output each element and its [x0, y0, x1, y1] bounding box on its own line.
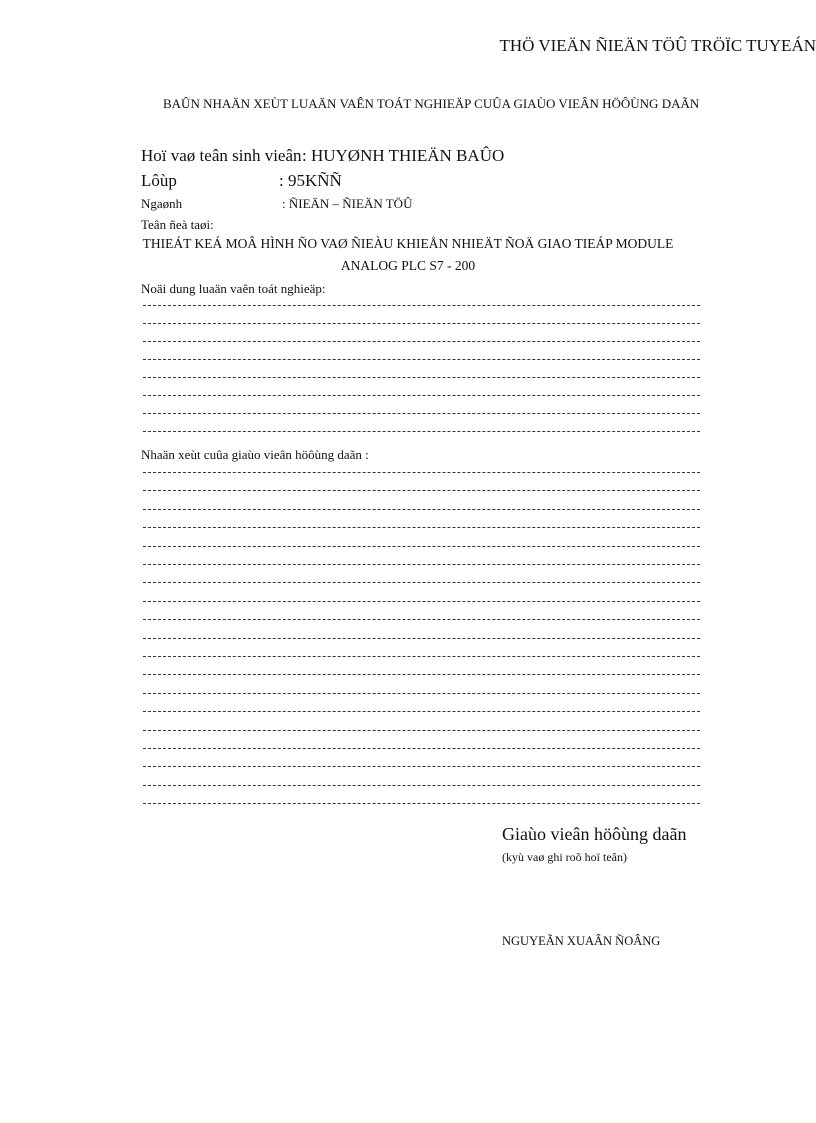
ruled-line: [143, 730, 700, 731]
content-section-label: Noäi dung luaän vaên toát nghieäp:: [141, 281, 326, 296]
ruled-line: [143, 377, 700, 378]
signature-name: NGUYEÃN XUAÂN ÑOÂNG: [502, 934, 661, 948]
ruled-line: [143, 748, 700, 749]
ruled-line: [143, 803, 700, 804]
ruled-line: [143, 656, 700, 657]
ruled-line: [143, 490, 700, 491]
signature-subtitle: (kyù vaø ghi roõ hoï teân): [502, 850, 627, 864]
ruled-line: [143, 582, 700, 583]
ruled-line: [143, 472, 700, 473]
ruled-line: [143, 711, 700, 712]
ruled-line: [143, 527, 700, 528]
topic-line-2: ANALOG PLC S7 - 200: [340, 258, 476, 273]
major-label: Ngaønh: [141, 196, 183, 211]
name-value: : HUYØNH THIEÄN BAÛO: [302, 146, 505, 165]
name-label: Hoï vaø teân sinh vieân: [141, 146, 302, 165]
ruled-line: [143, 766, 700, 767]
ruled-line: [143, 305, 700, 306]
ruled-line: [143, 693, 700, 694]
ruled-line: [143, 638, 700, 639]
ruled-line: [143, 323, 700, 324]
topic-line-1: THIEÁT KEÁ MOÂ HÌNH ÑO VAØ ÑIEÀU KHIEÅN NHIEÄT ÑOÄ GIAO TIEÁP MODULE: [142, 236, 674, 251]
ruled-line: [143, 359, 700, 360]
ruled-line: [143, 341, 700, 342]
library-header: THÖ VIEÄN ÑIEÄN TÖÛ TRÖÏC TUYEÁN: [499, 36, 816, 55]
class-value: : 95KÑÑ: [279, 171, 342, 190]
ruled-line: [143, 619, 700, 620]
major-value: : ÑIEÄN – ÑIEÄN TÖÛ: [282, 196, 413, 211]
topic-label: Teân ñeà taøi:: [141, 217, 214, 232]
ruled-line: [143, 413, 700, 414]
class-label: Lôùp: [141, 171, 177, 190]
ruled-line: [143, 509, 700, 510]
ruled-line: [143, 674, 700, 675]
ruled-line: [143, 785, 700, 786]
comment-section-label: Nhaän xeùt cuûa giaùo vieân höôùng daãn :: [141, 447, 369, 462]
ruled-line: [143, 564, 700, 565]
ruled-line: [143, 431, 700, 432]
document-title: BAÛN NHAÄN XEÙT LUAÄN VAÊN TOÁT NGHIEÄP CUÛA GIAÙO VIEÂN HÖÔÙNG DAÃN: [163, 96, 700, 111]
signature-title: Giaùo vieân höôùng daãn: [502, 824, 687, 844]
ruled-line: [143, 395, 700, 396]
ruled-line: [143, 546, 700, 547]
ruled-line: [143, 601, 700, 602]
